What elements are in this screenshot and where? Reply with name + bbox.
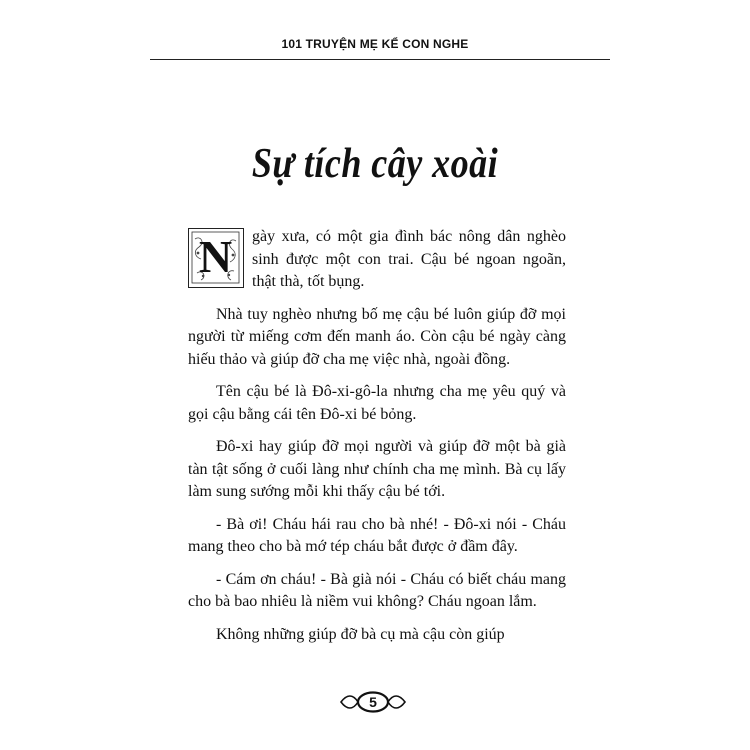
page-number: 5	[369, 694, 377, 710]
drop-cap-letter: N	[198, 231, 233, 282]
paragraph: - Bà ơi! Cháu hái rau cho bà nhé! - Đô-xi nói - Cháu mang theo cho bà mớ tép cháu bắt được ở đầm đây.	[188, 515, 566, 555]
paragraph: Đô-xi hay giúp đỡ mọi người và giúp đỡ một bà già tàn tật sống ở cuối làng như chính cha mẹ mình. Bà cụ lấy làm sung sướng mỗi khi thấy cậu bé tới.	[188, 438, 566, 500]
story-body	[188, 226, 566, 656]
paragraph: - Cám ơn cháu! - Bà già nói - Cháu có biết cháu mang cho bà bao nhiêu là niềm vui không? Cháu ngoan lắm.	[188, 570, 566, 610]
story-title: Sự tích cây xoài	[251, 141, 499, 187]
running-header: 101 TRUYỆN MẸ KỂ CON NGHE	[281, 37, 469, 51]
paragraph: Không những giúp đỡ bà cụ mà cậu còn giúp	[216, 625, 505, 643]
first-paragraph	[188, 226, 566, 294]
paragraph: Tên cậu bé là Đô-xi-gô-la nhưng cha mẹ yêu quý và gọi cậu bằng cái tên Đô-xi bé bỏng.	[188, 383, 566, 423]
drop-cap-box	[188, 228, 244, 288]
header-rule	[150, 59, 610, 60]
first-paragraph-text: gày xưa, có một gia đình bác nông dân nghèo sinh được một con trai. Cậu bé ngoan ngoãn, thật thà, tốt bụng.	[252, 228, 566, 290]
paragraph: Nhà tuy nghèo nhưng bố mẹ cậu bé luôn giúp đỡ mọi người từ miếng cơm đến manh áo. Còn cậu bé ngày càng hiếu thảo và giúp đỡ cha mẹ việc nhà, ngoài đồng.	[188, 305, 566, 368]
page-number-badge	[339, 691, 407, 713]
